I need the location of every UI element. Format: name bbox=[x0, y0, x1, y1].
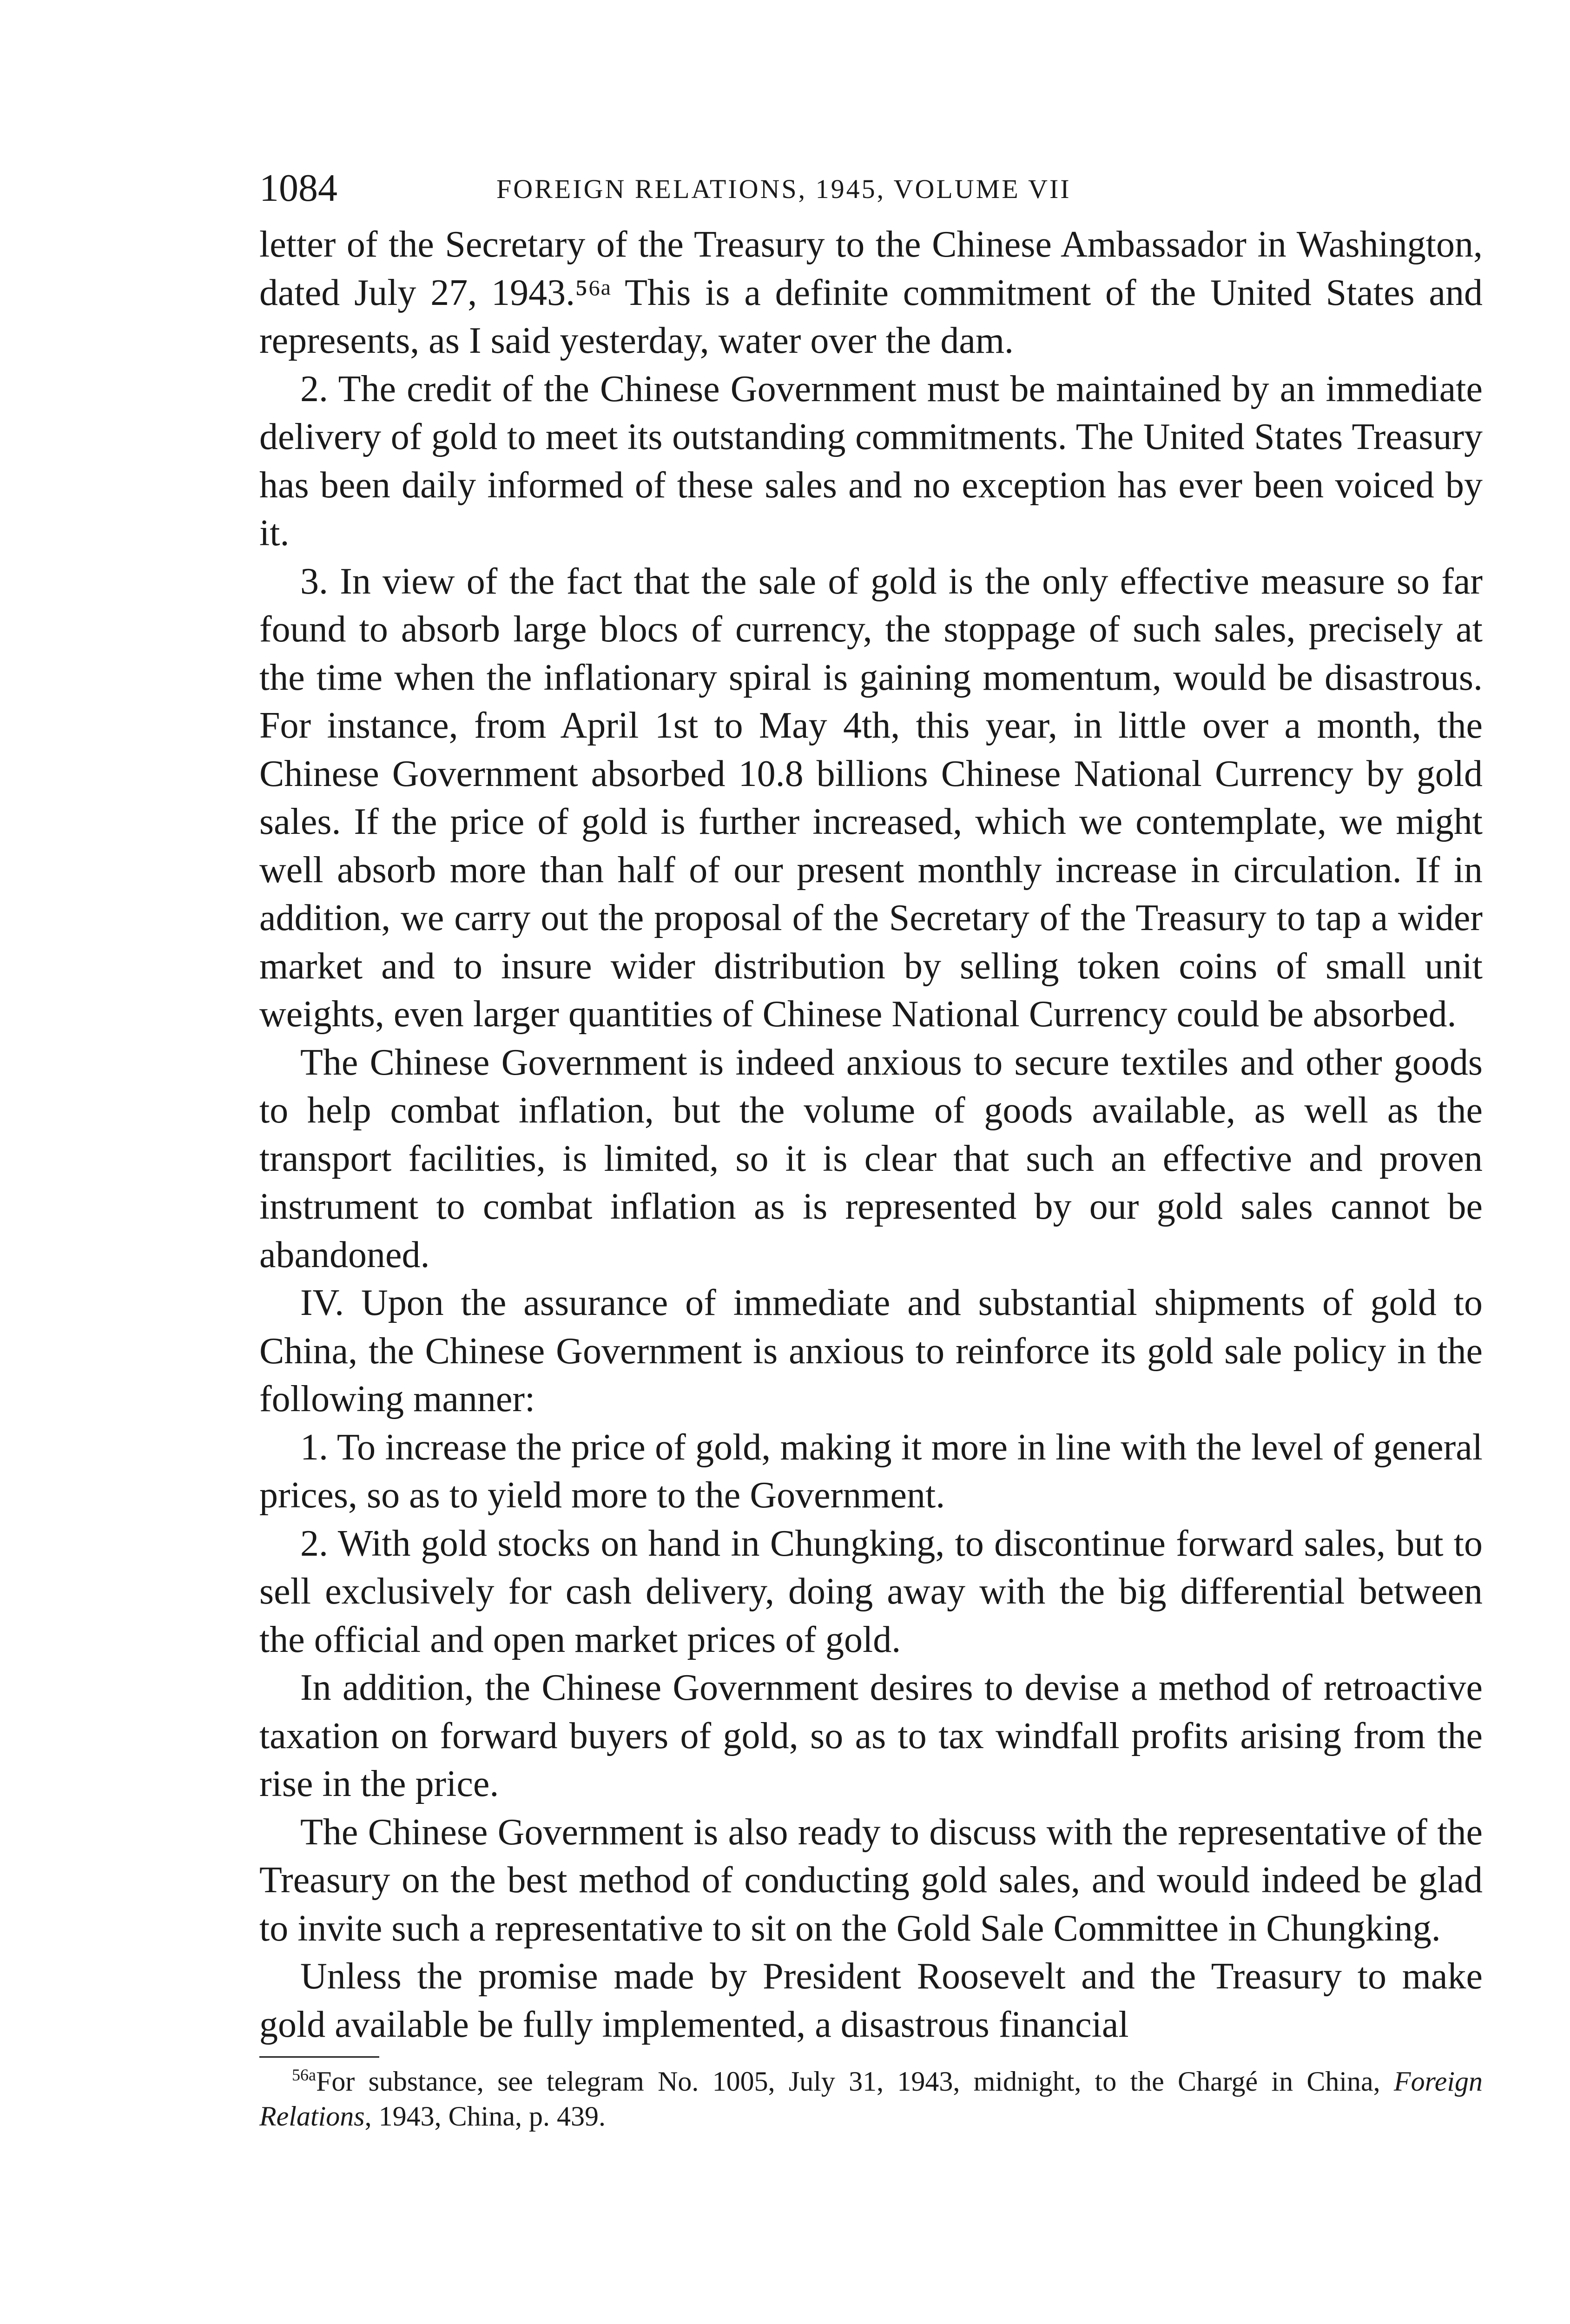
paragraph: 3. In view of the fact that the sale of gold is the only effective measure so far found to absorb large blocs of currency, the stoppage of such sales, precisely at the time when the inflationary spiral is gaining momentum, would be disastrous. For instance, from April 1st to May 4th, this year, in little over a month, the Chinese Government absorbed 10.8 billions Chinese National Currency by gold sales. If the price of gold is further increased, which we contemplate, we might well absorb more than half of our present monthly increase in circulation. If in addition, we carry out the proposal of the Secretary of the Treasury to tap a wider market and to insure wider distribution by selling token coins of small unit weights, even larger quantities of Chinese National Currency could be absorbed. bbox=[259, 561, 1483, 1035]
paragraph: 2. The credit of the Chinese Government must be maintained by an immediate delivery of gold to meet its outstanding commitments. The United States Treasury has been daily informed of these sales and no exception has ever been voiced by it. bbox=[259, 368, 1483, 554]
paragraph: 1. To increase the price of gold, making it more in line with the level of general prices, so as to yield more to the Government. bbox=[259, 1426, 1483, 1516]
paragraph: 2. With gold stocks on hand in Chungking, to discontinue forward sales, but to sell exclusively for cash delivery, doing away with the big differential between the official and open market prices of gold. bbox=[259, 1523, 1483, 1660]
paragraph-continued: letter of the Secretary of the Treasury to the Chinese Ambassador in Washington, dated July 27, 1943.⁵⁶ᵃ This is a definite commitment of the United States and represents, as I said yesterday, water over the dam. bbox=[259, 224, 1483, 361]
paragraph: The Chinese Government is indeed anxious to secure textiles and other goods to help combat inflation, but the volume of goods available, as well as the transport facilities, is limited, so it is clear that such an effective and proven instrument to combat inflation as is represented by our gold sales cannot be abandoned. bbox=[259, 1042, 1483, 1275]
page-header bbox=[259, 165, 1483, 221]
footnote-text: For substance, see telegram No. 1005, July 31, 1943, midnight, to the Chargé in China, bbox=[316, 2066, 1394, 2097]
paragraph: IV. Upon the assurance of immediate and substantial shipments of gold to China, the Chinese Government is anxious to reinforce its gold sale policy in the following manner: bbox=[259, 1282, 1483, 1419]
paragraph: Unless the promise made by President Roosevelt and the Treasury to make gold available be fully implemented, a disastrous financial bbox=[259, 1956, 1483, 2045]
running-head: FOREIGN RELATIONS, 1945, VOLUME VII bbox=[496, 174, 1071, 204]
page-number: 1084 bbox=[259, 166, 337, 210]
paragraph: The Chinese Government is also ready to discuss with the representative of the Treasury on the best method of conducting gold sales, and would indeed be glad to invite such a representative to sit on the Gold Sale Committee in Chungking. bbox=[259, 1811, 1483, 1949]
footnote-marker: 56a bbox=[292, 2066, 316, 2084]
footnote-text-end: , 1943, China, p. 439. bbox=[364, 2101, 606, 2132]
footnote-rule bbox=[259, 2056, 379, 2058]
body-text bbox=[259, 221, 1483, 2049]
paragraph: In addition, the Chinese Government desires to devise a method of retroactive taxation on forward buyers of gold, so as to tax windfall profits arising from the rise in the price. bbox=[259, 1667, 1483, 1804]
footnote-italic-title: Foreign Relations bbox=[259, 2066, 1483, 2132]
footnote bbox=[259, 2064, 1483, 2134]
document-page bbox=[259, 165, 1483, 2134]
